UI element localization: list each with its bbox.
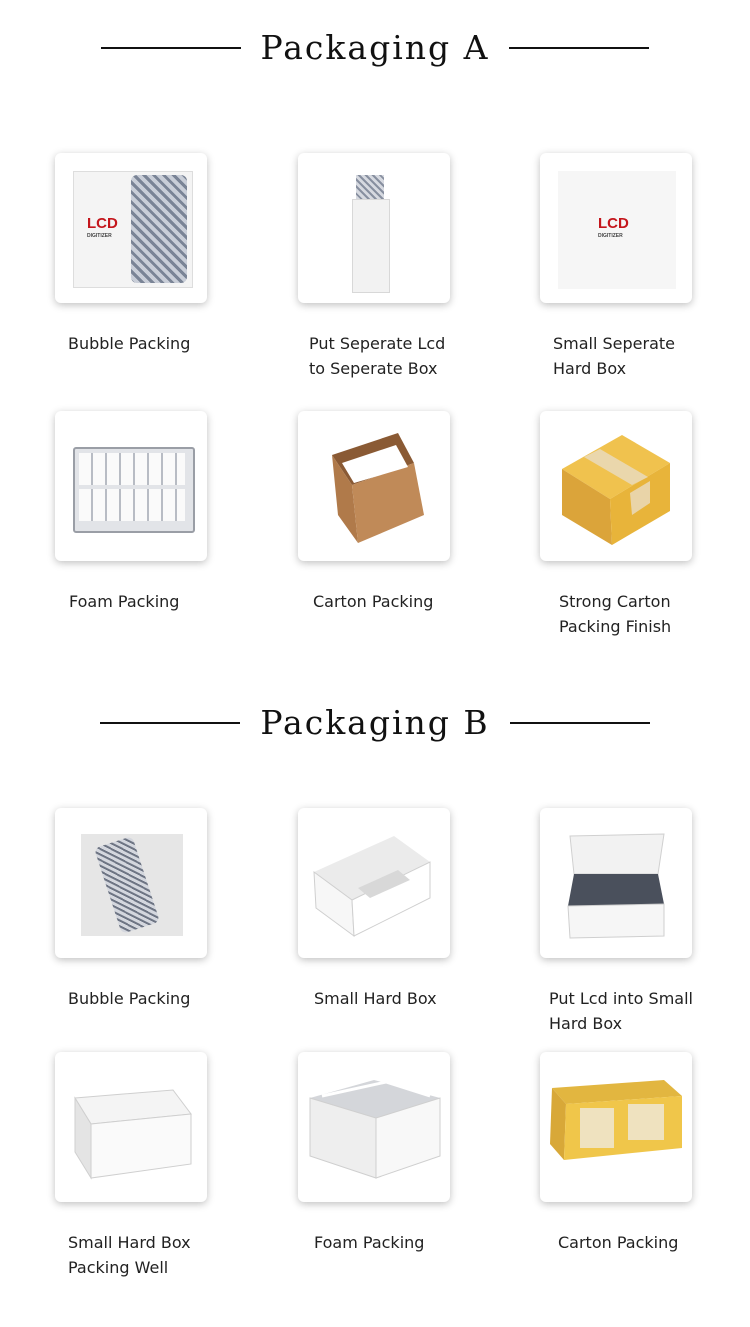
section-a-title: Packaging A [260, 28, 490, 67]
package-card[interactable] [298, 808, 458, 1011]
small-box-shape [352, 199, 390, 293]
carton-packing-image [540, 1052, 692, 1202]
package-caption: Bubble Packing [68, 334, 191, 353]
closed-white-box-icon [55, 1052, 207, 1202]
title-rule-right [509, 47, 649, 49]
package-caption: Bubble Packing [68, 989, 191, 1008]
package-caption: Small Hard Box [314, 989, 437, 1008]
open-carton-icon [298, 411, 450, 561]
package-caption: Small Seperate Hard Box [553, 334, 676, 378]
title-rule-left [101, 47, 241, 49]
package-caption: Foam Packing [69, 592, 180, 611]
foam-packing-image [55, 411, 207, 561]
foam-packing-image [298, 1052, 450, 1202]
separate-box-image [298, 153, 450, 303]
package-card[interactable] [298, 153, 458, 381]
section-a-header [0, 28, 750, 67]
package-caption: Carton Packing [558, 1233, 679, 1252]
bubble-wrap-shape [131, 175, 187, 283]
foam-box-icon [298, 1052, 450, 1202]
package-card[interactable] [298, 1052, 458, 1255]
hard-box-image [540, 153, 692, 303]
bubble-packing-image [55, 153, 207, 303]
package-card[interactable] [55, 808, 215, 1011]
foam-row-bottom [79, 489, 185, 521]
lcd-in-box-image [540, 808, 692, 958]
bubble-packing-image [55, 808, 207, 958]
section-b-header [0, 703, 750, 742]
package-card[interactable] [298, 411, 458, 614]
white-box-icon [298, 808, 450, 958]
package-card[interactable] [55, 411, 215, 614]
package-card[interactable] [540, 411, 700, 639]
package-caption: Put Lcd into Small Hard Box [549, 989, 693, 1033]
package-card[interactable] [540, 808, 700, 1036]
lcd-box-sublabel: DIGITIZER [598, 233, 623, 239]
open-white-box-icon [540, 808, 692, 958]
closed-hard-box-image [55, 1052, 207, 1202]
lcd-box-label: LCD [87, 215, 118, 232]
sealed-carton-icon [540, 411, 692, 561]
carton-packing-image [298, 411, 450, 561]
sealed-carton-image [540, 411, 692, 561]
package-card[interactable] [540, 153, 700, 381]
lcd-box-label: LCD [598, 215, 629, 232]
lcd-box-sublabel: DIGITIZER [87, 233, 112, 239]
section-b-title: Packaging B [260, 703, 490, 742]
package-caption: Foam Packing [314, 1233, 425, 1252]
package-card[interactable] [540, 1052, 700, 1255]
package-caption: Carton Packing [313, 592, 434, 611]
taped-carton-icon [540, 1052, 692, 1202]
package-card[interactable] [55, 1052, 215, 1280]
title-rule-left [100, 722, 240, 724]
package-card[interactable] [55, 153, 215, 356]
foam-row-top [79, 453, 185, 485]
package-caption: Strong Carton Packing Finish [559, 592, 672, 636]
title-rule-right [510, 722, 650, 724]
package-caption: Small Hard Box Packing Well [68, 1233, 191, 1277]
package-caption: Put Seperate Lcd to Seperate Box [309, 334, 446, 378]
small-hard-box-image [298, 808, 450, 958]
